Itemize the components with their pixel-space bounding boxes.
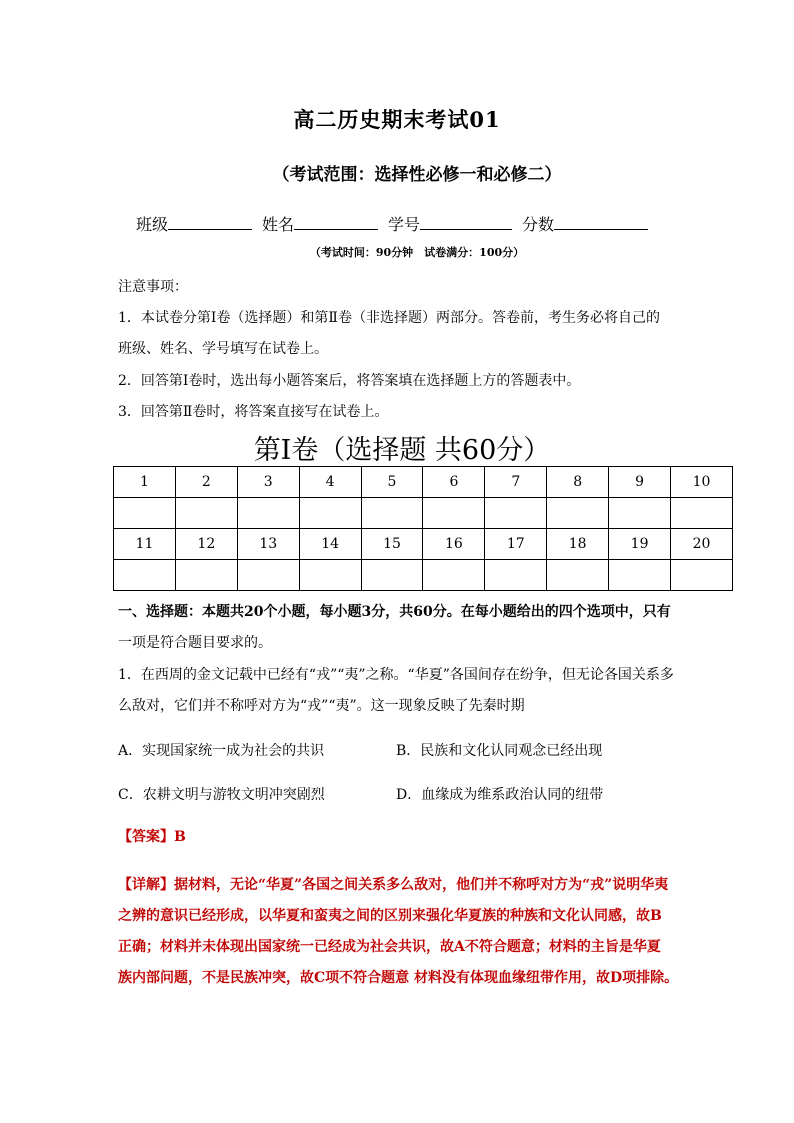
grid-number: 17 [485,529,547,560]
question-section-intro-line2: 一项是符合题目要求的。 [118,635,272,651]
answer-cell[interactable] [175,560,237,591]
option-c[interactable]: C．农耕文明与游牧文明冲突剧烈 [118,787,325,803]
answer-cell[interactable] [423,498,485,529]
grid-number: 19 [609,529,671,560]
notice-line: 2．回答第Ⅰ卷时，选出每小题答案后，将答案填在选择题上方的答题表中。 [118,373,581,389]
answer-cell[interactable] [485,560,547,591]
answer-grid-number-row [114,467,733,498]
grid-number: 6 [423,467,485,498]
answer-cell[interactable] [671,498,733,529]
notice-line: 班级、姓名、学号填写在试卷上。 [118,341,328,357]
grid-number: 3 [237,467,299,498]
answer-cell[interactable] [237,498,299,529]
answer-cell[interactable] [609,560,671,591]
option-a[interactable]: A．实现国家统一成为社会的共识 [118,743,325,759]
answer-cell[interactable] [547,498,609,529]
option-b[interactable]: B．民族和文化认同观念已经出现 [396,743,603,759]
answer-cell[interactable] [299,560,361,591]
grid-number: 13 [237,529,299,560]
question-1-stem-line2: 么敌对，它们并不称呼对方为“戎”“夷”。这一现象反映了先秦时期 [118,698,525,714]
answer-label: 【答案】B [118,829,186,845]
answer-grid-blank-row [114,560,733,591]
notice-line: 1．本试卷分第Ⅰ卷（选择题）和第Ⅱ卷（非选择题）两部分。答卷前，考生务必将自己的 [118,310,660,326]
name-blank[interactable] [294,212,378,230]
score-blank[interactable] [554,212,648,230]
section-title: 第Ⅰ卷（选择题 共60分） [253,435,551,466]
answer-cell[interactable] [299,498,361,529]
answer-cell[interactable] [237,560,299,591]
grid-number: 14 [299,529,361,560]
notice-heading: 注意事项： [118,279,188,295]
answer-grid-blank-row [114,498,733,529]
notice-line: 3．回答第Ⅱ卷时，将答案直接写在试卷上。 [118,404,389,420]
question-section-intro: 一、选择题：本题共20个小题，每小题3分，共60分。在每小题给出的四个选项中，只有 [118,604,671,620]
grid-number: 16 [423,529,485,560]
answer-grid-number-row [114,529,733,560]
detail-line: 【详解】据材料，无论“华夏”各国之间关系多么敌对，他们并不称呼对方为“戎”说明华夷 [118,877,669,893]
score-label: 分数 [522,215,555,234]
answer-cell[interactable] [114,560,176,591]
detail-line: 之辨的意识已经形成，以华夏和蛮夷之间的区别来强化华夏族的种族和文化认同感，故B [118,908,662,924]
answer-cell[interactable] [423,560,485,591]
grid-number: 20 [671,529,733,560]
question-1-stem: 1．在西周的金文记载中已经有“戎”“夷”之称。“华夏”各国间存在纷争，但无论各国关系多 [118,667,674,683]
grid-number: 5 [361,467,423,498]
grid-number: 11 [114,529,176,560]
detail-line: 正确；材料并未体现出国家统一已经成为社会共识，故A不符合题意；材料的主旨是华夏 [118,939,661,955]
grid-number: 18 [547,529,609,560]
grid-number: 15 [361,529,423,560]
answer-grid [113,466,733,591]
student-info-row [136,212,658,235]
answer-cell[interactable] [485,498,547,529]
answer-cell[interactable] [175,498,237,529]
answer-cell[interactable] [671,560,733,591]
class-blank[interactable] [168,212,252,230]
grid-number: 8 [547,467,609,498]
exam-title: 高二历史期末考试01 [293,107,501,132]
answer-cell[interactable] [361,498,423,529]
grid-number: 9 [609,467,671,498]
exam-subtitle: （考试范围：选择性必修一和必修二） [272,165,562,185]
grid-number: 12 [175,529,237,560]
grid-number: 2 [175,467,237,498]
class-label: 班级 [136,215,169,234]
answer-cell[interactable] [114,498,176,529]
grid-number: 1 [114,467,176,498]
answer-cell[interactable] [361,560,423,591]
option-d[interactable]: D．血缘成为维系政治认同的纽带 [396,787,604,803]
grid-number: 4 [299,467,361,498]
id-blank[interactable] [420,212,512,230]
answer-cell[interactable] [547,560,609,591]
grid-number: 7 [485,467,547,498]
id-label: 学号 [388,215,421,234]
answer-cell[interactable] [609,498,671,529]
exam-meta: （考试时间：90分钟 试卷满分：100分） [309,246,525,259]
name-label: 姓名 [262,215,295,234]
detail-line: 族内部问题，不是民族冲突，故C项不符合题意 材料没有体现血缘纽带作用，故D项排除。 [118,970,679,986]
grid-number: 10 [671,467,733,498]
